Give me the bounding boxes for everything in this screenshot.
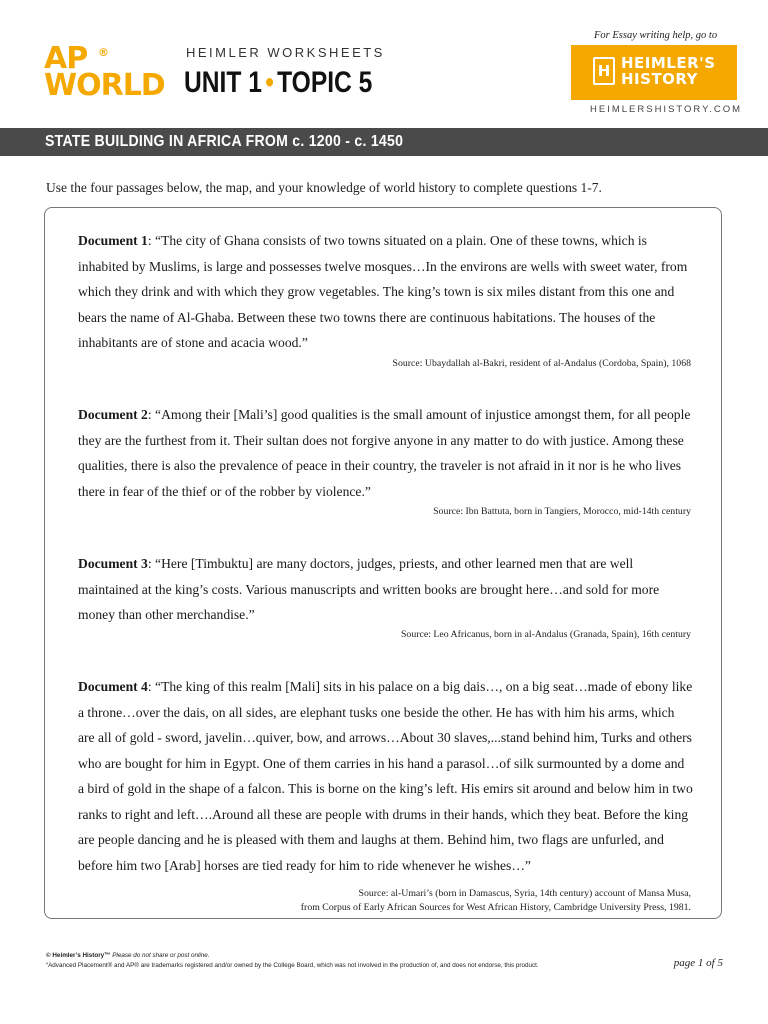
series-label: HEIMLER WORKSHEETS <box>186 45 385 60</box>
trademark-notice: “Advanced Placement® and AP® are trademarks registered and/or owned by the College Board, which was not involved in the production of, and does not endorse, this product. <box>46 962 539 969</box>
share-note: Please do not share or post online. <box>112 952 210 959</box>
document-2-label: Document 2 <box>78 407 148 422</box>
h-logo-icon: H <box>593 57 615 85</box>
unit-label: UNIT 1 <box>184 66 262 99</box>
document-1 <box>78 228 693 356</box>
document-2 <box>78 402 693 504</box>
documents-box <box>44 207 722 919</box>
document-4-source <box>91 887 691 915</box>
document-3-text: : “Here [Timbuktu] are many doctors, judges, priests, and other learned men that are well maintained at the king’s costs. Various manuscripts and written books are brought here…and sold for more money than other merchandise.” <box>78 556 660 622</box>
instructions: Use the four passages below, the map, and your knowledge of world history to complete questions 1-7. <box>46 180 602 195</box>
footer <box>46 951 726 971</box>
logo-ap-text: AP <box>44 41 88 76</box>
section-bar <box>0 128 768 156</box>
logo-registered-mark: ® <box>98 46 109 59</box>
logo-world-text: WORLD <box>44 68 165 103</box>
document-2-source: Source: Ibn Battuta, born in Tangiers, Morocco, mid-14th century <box>433 506 691 517</box>
document-2-text: : “Among their [Mali’s] good qualities is the small amount of injustice amongst them, for all people they are the furthest from it. Their sultan does not forgive anyone in any matter to do with justice. Among these qualities, there is also the prevalence of peace in their country, the traveler is not afraid in it nor is he who lives there in fear of the thief or of the robber by violence.” <box>78 407 691 499</box>
document-4-text: : “The king of this realm [Mali] sits in his palace on a big dais…, on a big seat…made of ebony like a throne…over the dais, on all sides, are elephant tusks one beside the other. He has with him his arms, which are all of gold - sword, javelin…quiver, bow, and arrows…About 30 slaves,...stand behind him, Turks and others who are bought for him in Egypt. One of them carries in his hand a parasol…of silk surmounted by a dome and a bird of gold in the shape of a falcon. This is borne on the king’s left. His emirs sit around and below him in two ranks to right and left….Around all these are people with drums in their hands, which they beat. Before the king are people dancing and he is pleased with them and laughs at them. Behind him, two flags are unfurled, and before him two [Arab] horses are tied ready for him to ride whenever he wishes…” <box>78 679 693 873</box>
document-3-label: Document 3 <box>78 556 148 571</box>
copyright: © Heimler’s History™ <box>46 952 111 959</box>
promo-text: For Essay writing help, go to <box>594 30 718 41</box>
promo-brand-line2: HISTORY <box>621 70 699 88</box>
title-separator: • <box>265 66 274 99</box>
heimlers-history-logo[interactable] <box>571 45 737 100</box>
document-4 <box>78 674 693 878</box>
document-1-label: Document 1 <box>78 233 148 248</box>
ap-world-logo <box>44 41 174 104</box>
document-1-text: : “The city of Ghana consists of two towns situated on a plain. One of these towns, which is inhabited by Muslims, is large and possesses twelve mosques…In the environs are wells with sweet water, from which they drink and with which they grow vegetables. The king’s town is six miles distant from this one and bears the name of Al-Ghaba. Between these two towns there are continuous habitations. The houses of the inhabitants are of stone and acacia wood.” <box>78 233 688 350</box>
document-1-source: Source: Ubaydallah al-Bakri, resident of al-Andalus (Cordoba, Spain), 1068 <box>392 358 691 369</box>
topic-label: TOPIC 5 <box>277 66 373 99</box>
promo-brand-line1: HEIMLER'S <box>621 54 716 72</box>
document-4-label: Document 4 <box>78 679 148 694</box>
document-3-source: Source: Leo Africanus, born in al-Andalus (Granada, Spain), 16th century <box>400 629 691 640</box>
document-4-source-line2: from Corpus of Early African Sources for West African History, Cambridge University Press, 1981. <box>300 902 691 913</box>
page-title <box>184 66 372 100</box>
page-number: page 1 of 5 <box>673 957 723 969</box>
promo-brand <box>621 55 716 87</box>
document-4-source-line1: Source: al-Umari’s (born in Damascus, Syria, 14th century) account of Mansa Musa, <box>358 888 691 899</box>
section-title: STATE BUILDING IN AFRICA FROM c. 1200 - c. 1450 <box>45 133 404 150</box>
footer-copyright-line <box>46 951 726 961</box>
document-3 <box>78 551 693 628</box>
promo-url-link[interactable]: HEIMLERSHISTORY.COM <box>590 104 743 115</box>
